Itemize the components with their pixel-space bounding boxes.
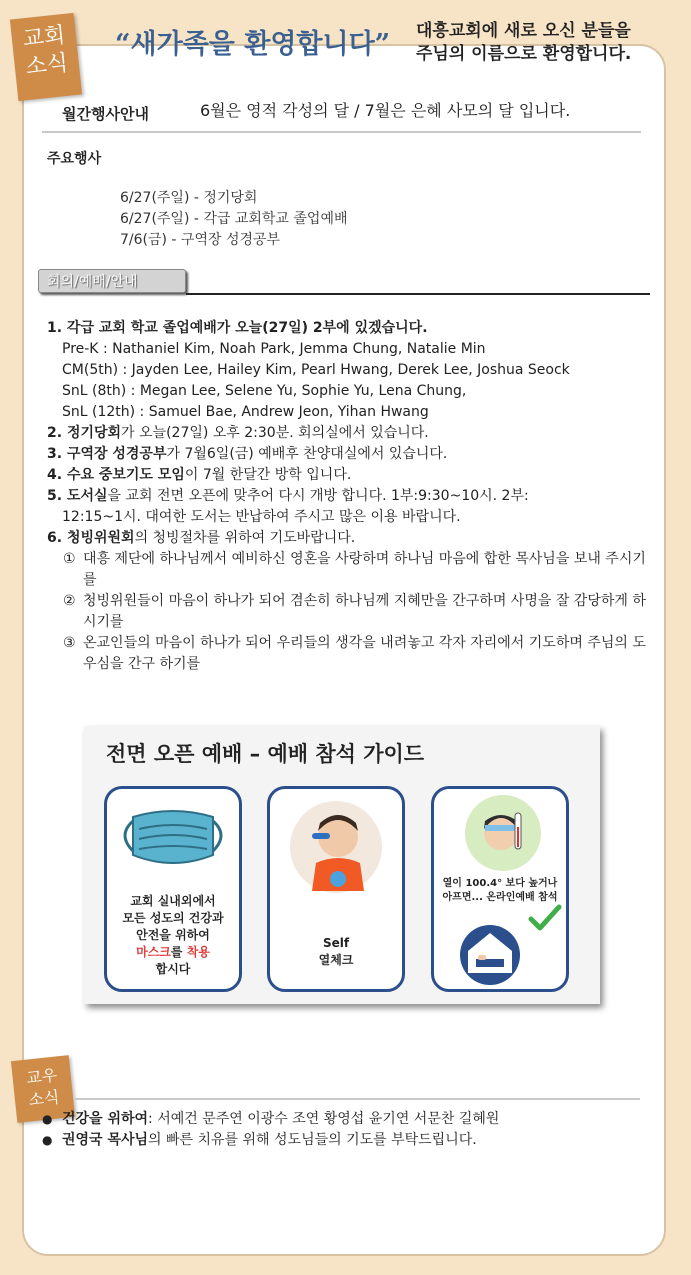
notice-4: 4. 수요 중보기도 모임이 7월 한달간 방학 입니다.	[47, 467, 352, 483]
welcome-subtitle: 대흥교회에 새로 오신 분들을 주님의 이름으로 환영합니다.	[416, 21, 632, 64]
main-events-title: 주요행사	[47, 151, 102, 167]
church-news-badge: 교회 소식	[10, 13, 82, 101]
notice-3: 3. 구역장 성경공부가 7월6일(금) 예배후 찬양대실에서 있습니다.	[47, 446, 448, 462]
prayer-item: ② 청빙위원들이 마음이 하나가 되어 겸손히 하나님께 지혜만을 간구하며 사명을 잘 감당하게 하시기를	[63, 593, 646, 630]
notice-1: 1. 각급 교회 학교 졸업예배가 오늘(27일) 2부에 있겠습니다.	[47, 320, 428, 336]
home-bed-icon	[454, 917, 534, 987]
monthly-events-label: 월간행사안내	[62, 105, 149, 123]
online-worship-box: 열이 100.4° 보다 높거나 아프면... 온라인예배 참석	[431, 786, 569, 992]
divider	[42, 131, 641, 133]
list-item: ● 권영국 목사님의 빠른 치유를 위해 성도님들의 기도를 부탁드립니다.	[42, 1130, 642, 1151]
section-tab-meetings: 회의/예배/안내	[38, 269, 186, 293]
list-item: 6/27(주일) - 각급 교회학교 졸업예배	[120, 211, 348, 227]
member-news-list	[42, 1109, 642, 1151]
graduate-list: SnL (8th) : Megan Lee, Selene Yu, Sophie Yu, Lena Chung,	[62, 383, 467, 399]
list-item: 7/6(금) - 구역장 성경공부	[120, 232, 281, 248]
child-thermometer-photo	[286, 795, 386, 905]
notice-5: 5. 도서실을 교회 전면 오픈에 맞추어 다시 개방 합니다. 1부:9:30~10시. 2부:	[47, 488, 529, 504]
worship-guide-panel	[84, 726, 600, 1004]
checkmark-icon	[528, 903, 562, 933]
list-item: ● 건강을 위하여: 서예건 문주연 이광수 조연 황영섭 윤기연 서문찬 길혜원	[42, 1109, 642, 1130]
temperature-check-box: Self 열체크	[267, 786, 405, 992]
notice-2: 2. 정기당회가 오늘(27일) 오후 2:30분. 회의실에서 있습니다.	[47, 425, 429, 441]
divider	[186, 293, 650, 295]
face-mask-icon	[113, 799, 233, 879]
graduate-list: CM(5th) : Jayden Lee, Hailey Kim, Pearl Hwang, Derek Lee, Joshua Seock	[62, 362, 570, 378]
notice-5-cont: 12:15~1시. 대여한 도서는 반납하여 주시고 많은 이용 바랍니다.	[62, 509, 461, 525]
prayer-item: ③ 온교인들의 마음이 하나가 되어 우리들의 생각을 내려놓고 각자 자리에서 기도하며 주님의 도우심을 간구 하기를	[63, 635, 646, 672]
monthly-theme: 6월은 영적 각성의 달 / 7월은 은혜 사모의 달 입니다.	[200, 101, 571, 120]
mask-guide-box: 교회 실내외에서 모든 성도의 건강과 안전을 위하여 마스크를 착용 합시다	[104, 786, 242, 992]
graduate-list: Pre-K : Nathaniel Kim, Noah Park, Jemma Chung, Natalie Min	[62, 341, 486, 357]
main-events-list	[120, 188, 348, 251]
notices-list	[47, 318, 647, 675]
prayer-list	[47, 549, 647, 675]
member-news-badge: 교우 소식	[11, 1055, 75, 1123]
graduate-list: SnL (12th) : Samuel Bae, Andrew Jeon, Yihan Hwang	[62, 404, 429, 420]
notice-6: 6. 청빙위원회의 청빙절차를 위하여 기도바랍니다.	[47, 530, 356, 546]
welcome-title: “새가족을 환영합니다”	[115, 29, 391, 60]
divider	[75, 1098, 640, 1100]
guide-title: 전면 오픈 예배 – 예배 참석 가이드	[106, 742, 425, 766]
sick-person-icon	[463, 793, 543, 873]
prayer-item: ① 대흥 제단에 하나님께서 예비하신 영혼을 사랑하며 하나님 마음에 합한 목사님을 보내 주시기를	[63, 551, 646, 588]
list-item: 6/27(주일) - 정기당회	[120, 190, 258, 206]
